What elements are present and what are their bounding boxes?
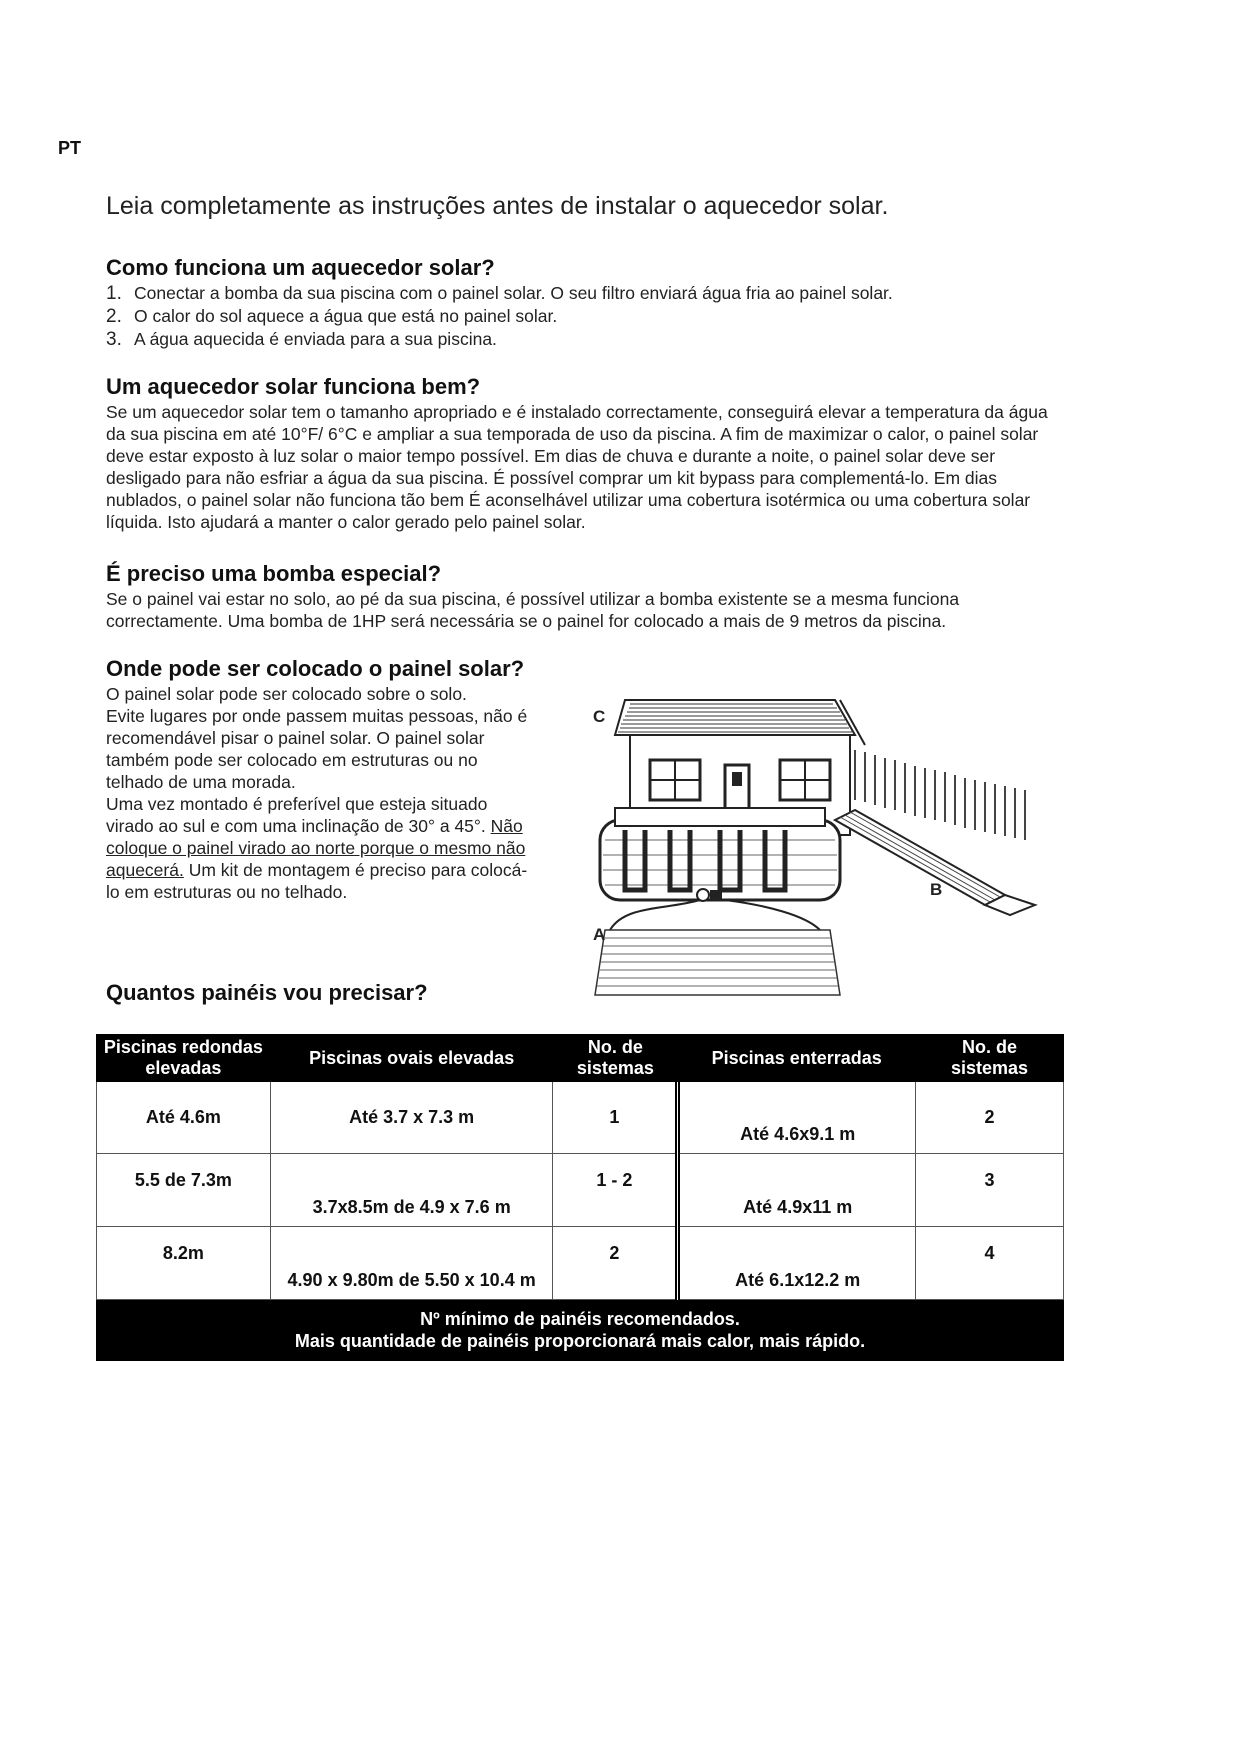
section-heading: Onde pode ser colocado o painel solar? (106, 656, 525, 681)
paragraph-line: Se um aquecedor solar tem o tamanho apropriado e é instalado correctamente, conseguirá elevar a temperatura da água (106, 402, 1048, 422)
paragraph-line: aquecerá. Um kit de montagem é preciso para colocá- (106, 860, 528, 880)
table-cell: 2 (553, 1227, 678, 1300)
list-item: 2. O calor do sol aquece a água que está no painel solar. (106, 306, 558, 327)
paragraph-line: da sua piscina em até 10°F/ 6°C e ampliar a sua temporada de uso da piscina. A fim de maximizar o calor, o painel solar (106, 424, 1039, 444)
table-cell: 2 (916, 1082, 1064, 1154)
table-cell: Até 3.7 x 7.3 m (270, 1082, 553, 1154)
column-header: Piscinas enterradas (678, 1035, 916, 1082)
paragraph-line: virado ao sul e com uma inclinação de 30° a 45°. Não (106, 816, 523, 836)
table-cell: Até 4.6m (97, 1082, 271, 1154)
list-item: 1. Conectar a bomba da sua piscina com o painel solar. O seu filtro enviará água fria ao painel solar. (106, 283, 893, 304)
paragraph-line: Se o painel vai estar no solo, ao pé da sua piscina, é possível utilizar a bomba existente se a mesma funciona (106, 589, 960, 609)
footer-line: Nº mínimo de painéis recomendados. (420, 1309, 740, 1329)
column-header: No. de sistemas (916, 1035, 1064, 1082)
section-special-pump (106, 560, 1146, 632)
table-footer (97, 1300, 1064, 1361)
paragraph-line: telhado de uma morada. (106, 772, 296, 792)
paragraph-line (106, 837, 626, 859)
warning-text: coloque o painel virado ao norte porque o mesmo não (106, 838, 526, 858)
paragraph-line: líquida. Isto ajudará a manter o calor gerado pelo painel solar. (106, 512, 586, 532)
table-cell: Até 6.1x12.2 m (678, 1227, 916, 1300)
table-cell: 1 (553, 1082, 678, 1154)
section-heading: É preciso uma bomba especial? (106, 561, 442, 586)
warning-text: Não (490, 816, 523, 836)
paragraph-line: também pode ser colocado em estruturas ou no (106, 750, 478, 770)
paragraph-line: correctamente. Uma bomba de 1HP será necessária se o painel for colocado a mais de 9 metros da piscina. (106, 611, 947, 631)
section-how-it-works (106, 254, 1146, 351)
warning-text: aquecerá. (106, 860, 184, 880)
label-c: C (593, 707, 606, 726)
section-how-many-panels (106, 979, 1146, 1007)
paragraph-line: O painel solar pode ser colocado sobre o solo. (106, 684, 467, 704)
footer-line: Mais quantidade de painéis proporcionará mais calor, mais rápido. (294, 1331, 866, 1351)
table-cell: 3 (916, 1154, 1064, 1227)
solar-panel-illustration (585, 690, 1045, 1010)
table-row (97, 1082, 1064, 1154)
paragraph-line: Evite lugares por onde passem muitas pessoas, não é (106, 706, 528, 726)
table-row (97, 1154, 1064, 1227)
table-row (97, 1227, 1064, 1300)
paragraph-line: desligado para não esfriar a água da sua piscina. É possível comprar um kit bypass para complementá-lo. Em dias (106, 468, 998, 488)
paragraph-line: deve estar exposto à luz solar o maior tempo possível. Em dias de chuva e durante a noite, o painel solar deve ser (106, 446, 996, 466)
table-cell: 3.7x8.5m de 4.9 x 7.6 m (270, 1154, 553, 1227)
panels-table (96, 1034, 1064, 1361)
table-cell: 8.2m (97, 1227, 271, 1300)
table-cell: 4.90 x 9.80m de 5.50 x 10.4 m (270, 1227, 553, 1300)
intro-text: Leia completamente as instruções antes de instalar o aquecedor solar. (106, 192, 889, 220)
language-code: PT (58, 138, 82, 158)
table-cell: Até 4.9x11 m (678, 1154, 916, 1227)
label-b: B (930, 880, 943, 899)
column-header: Piscinas ovais elevadas (270, 1035, 553, 1082)
section-heading: Quantos painéis vou precisar? (106, 980, 428, 1005)
column-header: Piscinas redondas elevadas (97, 1035, 271, 1082)
table-cell: 1 - 2 (553, 1154, 678, 1227)
list-item: 3. A água aquecida é enviada para a sua piscina. (106, 329, 497, 350)
label-a: A (593, 925, 606, 944)
table-cell: 4 (916, 1227, 1064, 1300)
column-header: No. de sistemas (553, 1035, 678, 1082)
table-header-row (97, 1035, 1064, 1082)
paragraph-line: nublados, o painel solar não funciona tão bem É aconselhável utilizar uma cobertura isotérmica ou uma cobertura solar (106, 490, 1031, 510)
paragraph-line: Uma vez montado é preferível que esteja situado (106, 794, 488, 814)
section-heading: Um aquecedor solar funciona bem? (106, 374, 481, 399)
table-cell: Até 4.6x9.1 m (678, 1082, 916, 1154)
section-placement (106, 655, 626, 903)
table-footer-row (97, 1300, 1064, 1361)
paragraph-line: lo em estruturas ou no telhado. (106, 882, 348, 902)
section-works-well (106, 373, 1146, 533)
section-heading: Como funciona um aquecedor solar? (106, 255, 495, 280)
table-cell: 5.5 de 7.3m (97, 1154, 271, 1227)
paragraph-line: recomendável pisar o painel solar. O painel solar (106, 728, 485, 748)
